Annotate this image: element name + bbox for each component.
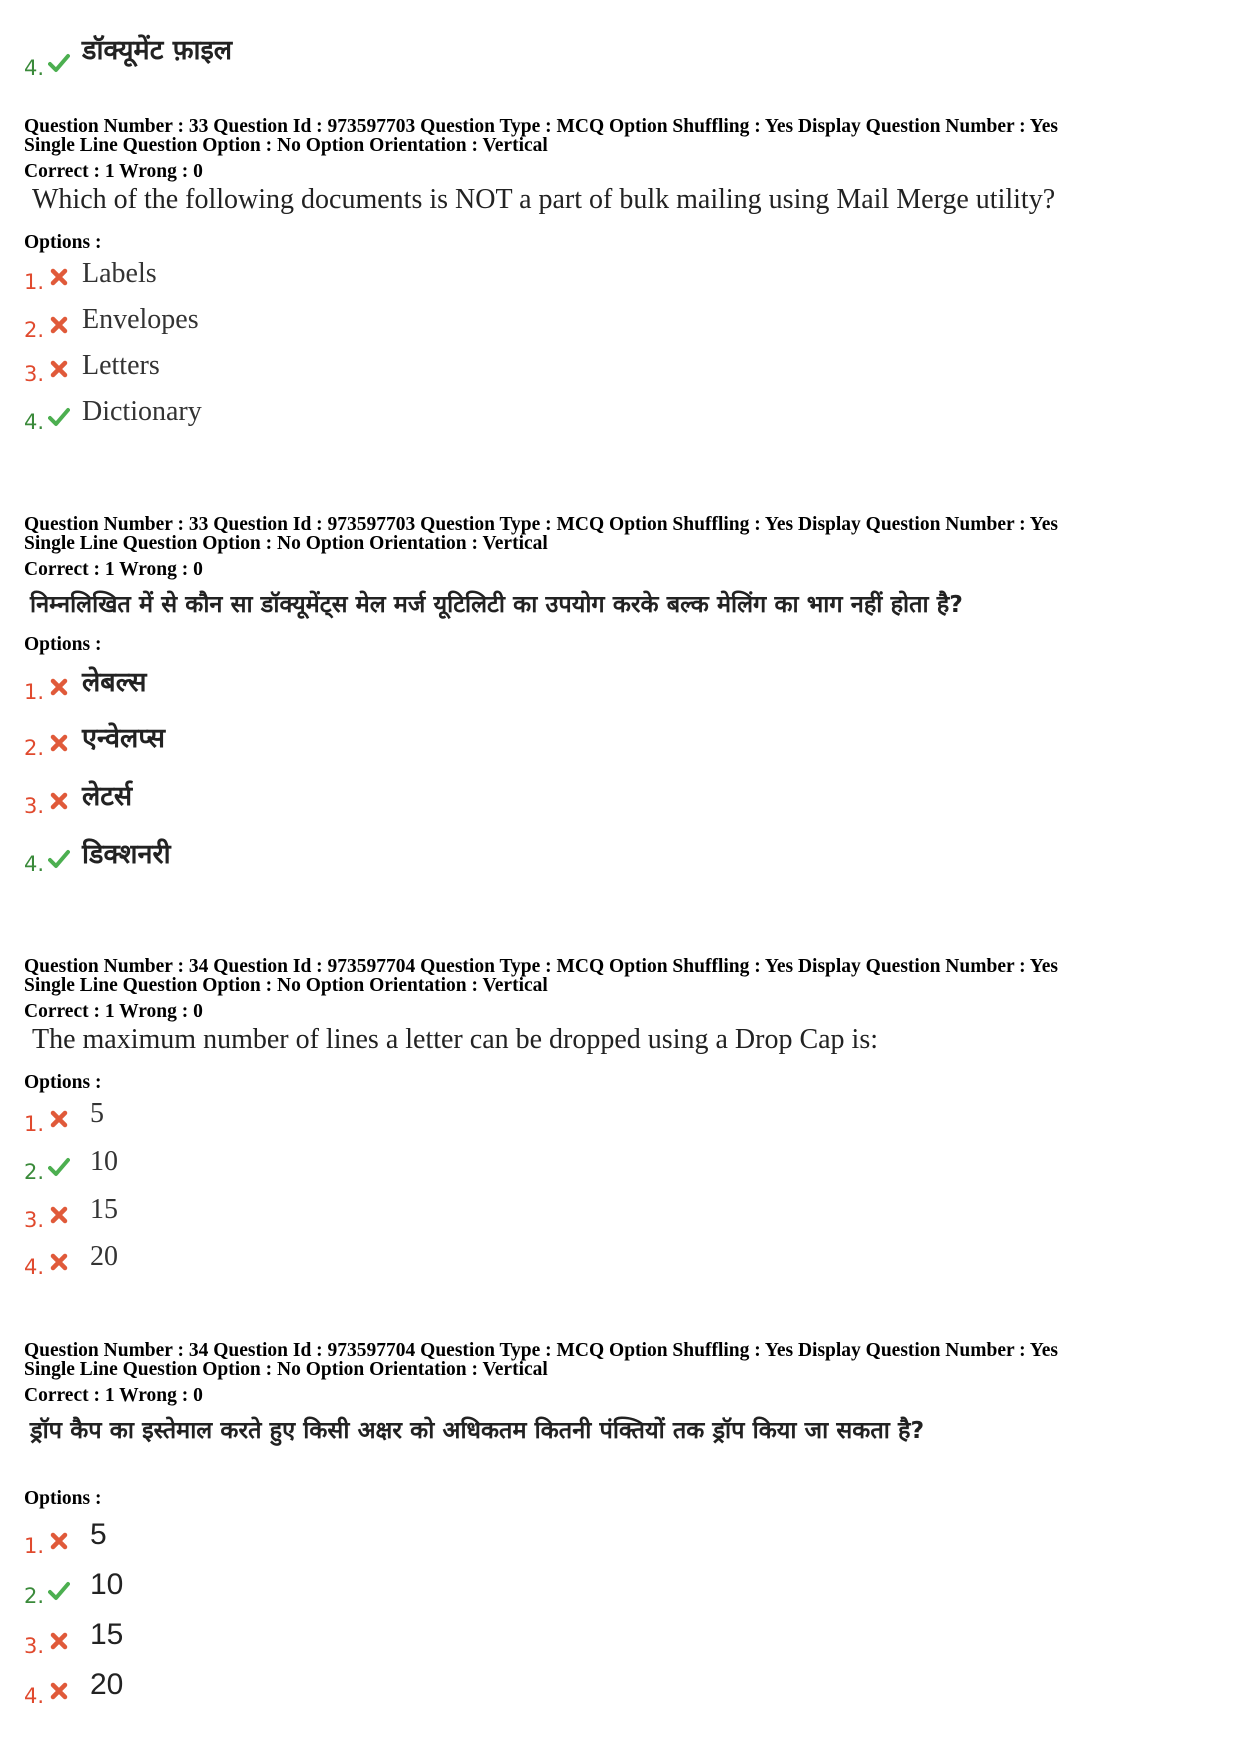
option-number: 1. xyxy=(24,680,45,704)
option-number: 4. xyxy=(24,1684,45,1708)
cross-icon xyxy=(48,1530,70,1552)
option-row xyxy=(24,1568,424,1612)
question-meta: Question Number : 34 Question Id : 973597704 Question Type : MCQ Option Shuffling : Yes Display Question Number : Yes xyxy=(24,1340,1058,1361)
check-icon xyxy=(48,1156,70,1178)
cross-icon xyxy=(48,1680,70,1702)
option-row xyxy=(24,834,424,880)
option-row xyxy=(24,1241,424,1281)
option-row xyxy=(24,1098,424,1138)
option-text: Letters xyxy=(82,350,160,381)
option-text: 10 xyxy=(90,1568,124,1601)
cross-icon xyxy=(48,1108,70,1130)
option-number: 4. xyxy=(24,56,45,80)
check-icon xyxy=(48,52,70,74)
score-info: Correct : 1 Wrong : 0 xyxy=(24,1385,203,1406)
question-meta: Question Number : 33 Question Id : 973597703 Question Type : MCQ Option Shuffling : Yes Display Question Number : Yes xyxy=(24,116,1058,137)
option-number: 4. xyxy=(24,410,45,434)
options-label: Options : xyxy=(24,1488,102,1509)
cross-icon xyxy=(48,1630,70,1652)
option-row xyxy=(24,718,424,764)
option-number: 1. xyxy=(24,270,45,294)
option-row xyxy=(24,30,424,80)
question-text: ड्रॉप कैप का इस्तेमाल करते हुए किसी अक्षर को अधिकतम कितनी पंक्तियों तक ड्रॉप किया जा सकता है? xyxy=(30,1416,925,1444)
option-text: 5 xyxy=(90,1518,107,1551)
cross-icon xyxy=(48,314,70,336)
option-text: एन्वेलप्स xyxy=(82,723,166,754)
cross-icon xyxy=(48,676,70,698)
option-text: 5 xyxy=(90,1098,104,1129)
cross-icon xyxy=(48,1204,70,1226)
option-number: 1. xyxy=(24,1112,45,1136)
option-text: 15 xyxy=(90,1618,124,1651)
option-number: 2. xyxy=(24,1160,45,1184)
option-number: 2. xyxy=(24,1584,45,1608)
question-block xyxy=(24,1340,1224,1720)
question-meta: Single Line Question Option : No Option Orientation : Vertical xyxy=(24,533,548,554)
check-icon xyxy=(48,1580,70,1602)
option-number: 2. xyxy=(24,318,45,342)
check-icon xyxy=(48,406,70,428)
option-number: 3. xyxy=(24,1208,45,1232)
option-text: लेटर्स xyxy=(82,781,133,812)
question-text: Which of the following documents is NOT a part of bulk mailing using Mail Merge utility? xyxy=(32,184,1056,215)
option-row xyxy=(24,1668,424,1712)
question-meta: Question Number : 34 Question Id : 973597704 Question Type : MCQ Option Shuffling : Yes Display Question Number : Yes xyxy=(24,956,1058,977)
cross-icon xyxy=(48,1251,70,1273)
option-row xyxy=(24,1194,424,1234)
option-text: 20 xyxy=(90,1668,124,1701)
option-text: डिक्शनरी xyxy=(82,839,171,870)
option-text: डॉक्यूमेंट फ़ाइल xyxy=(82,35,233,66)
option-number: 3. xyxy=(24,794,45,818)
option-row xyxy=(24,304,424,344)
score-info: Correct : 1 Wrong : 0 xyxy=(24,559,203,580)
option-row xyxy=(24,350,424,390)
option-text: Envelopes xyxy=(82,304,199,335)
option-row xyxy=(24,1146,424,1186)
question-meta: Single Line Question Option : No Option Orientation : Vertical xyxy=(24,1359,548,1380)
option-row xyxy=(24,1518,424,1562)
score-info: Correct : 1 Wrong : 0 xyxy=(24,1001,203,1022)
option-number: 2. xyxy=(24,736,45,760)
options-label: Options : xyxy=(24,1072,102,1093)
option-text: Labels xyxy=(82,258,157,289)
option-number: 1. xyxy=(24,1534,45,1558)
option-text: 20 xyxy=(90,1241,118,1272)
question-meta: Question Number : 33 Question Id : 973597703 Question Type : MCQ Option Shuffling : Yes Display Question Number : Yes xyxy=(24,514,1058,535)
score-info: Correct : 1 Wrong : 0 xyxy=(24,161,203,182)
options-label: Options : xyxy=(24,232,102,253)
option-row xyxy=(24,1618,424,1662)
question-meta: Single Line Question Option : No Option Orientation : Vertical xyxy=(24,975,548,996)
question-meta: Single Line Question Option : No Option Orientation : Vertical xyxy=(24,135,548,156)
option-text: लेबल्स xyxy=(82,667,147,698)
question-text: The maximum number of lines a letter can be dropped using a Drop Cap is: xyxy=(32,1024,879,1055)
option-number: 3. xyxy=(24,1634,45,1658)
cross-icon xyxy=(48,266,70,288)
options-label: Options : xyxy=(24,634,102,655)
cross-icon xyxy=(48,358,70,380)
option-number: 3. xyxy=(24,362,45,386)
question-block xyxy=(24,116,1224,436)
option-number: 4. xyxy=(24,1255,45,1279)
option-text: Dictionary xyxy=(82,396,202,427)
cross-icon xyxy=(48,732,70,754)
check-icon xyxy=(48,848,70,870)
option-row xyxy=(24,776,424,822)
question-text: निम्नलिखित में से कौन सा डॉक्यूमेंट्स मेल मर्ज यूटिलिटी का उपयोग करके बल्क मेलिंग का भाग नहीं होता है? xyxy=(30,590,963,618)
option-row xyxy=(24,258,424,298)
option-row xyxy=(24,396,424,436)
option-text: 15 xyxy=(90,1194,118,1225)
option-number: 4. xyxy=(24,852,45,876)
cross-icon xyxy=(48,790,70,812)
question-block xyxy=(24,956,1224,1296)
option-text: 10 xyxy=(90,1146,118,1177)
question-block xyxy=(24,514,1224,914)
option-row xyxy=(24,662,424,708)
